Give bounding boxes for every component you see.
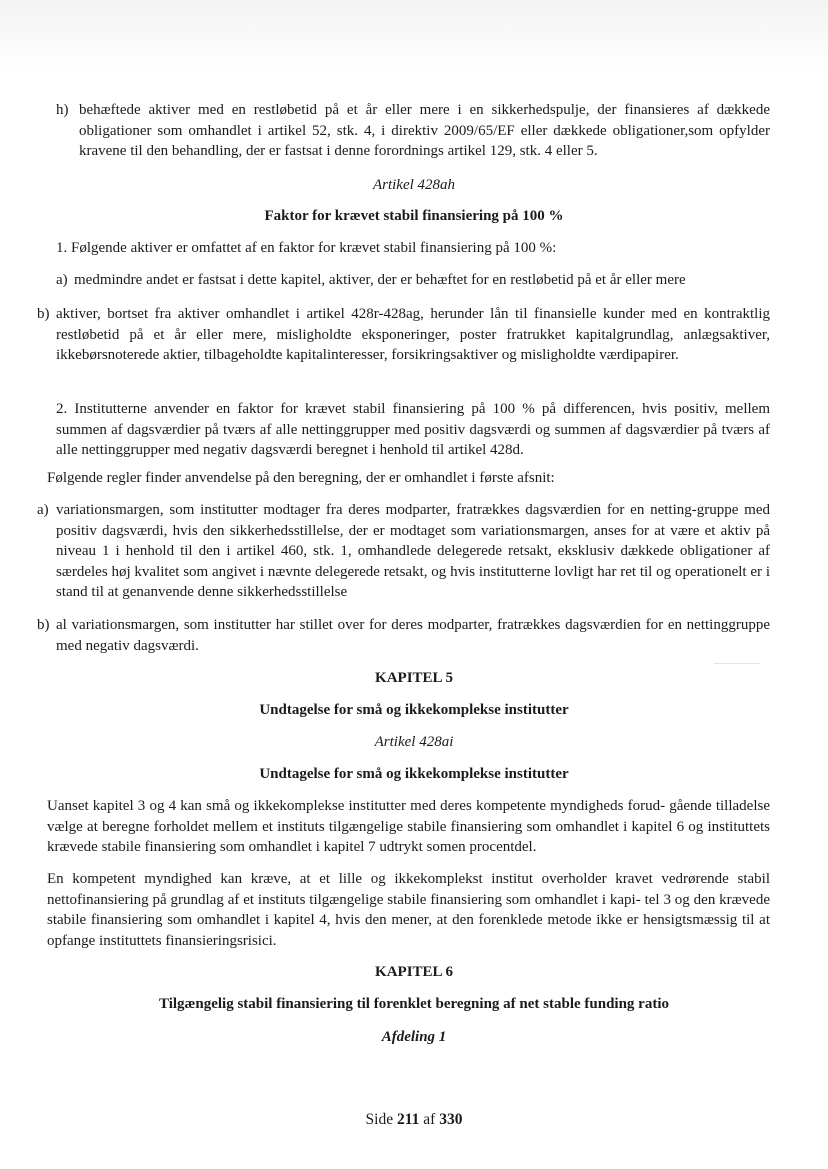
list-item-b2 <box>37 615 770 657</box>
item-text: aktiver, bortset fra aktiver omhandlet i artikel 428r-428ag, herunder lån til finansielle kunder med en kontraktlig restløbetid på et år eller mere, misligholdte eksponeringer, poster fratrukket kapitalgrundlag, anlægsaktiver, ikkebørsnoterede aktier, tilbageholdte kapitalinteresser, forsikringsaktiver og misligholdte værdipapirer. <box>56 306 770 363</box>
chapter-6-heading: KAPITEL 6 <box>375 964 453 980</box>
footer-prefix: Side <box>365 1111 394 1128</box>
item-label: a) <box>56 272 68 288</box>
paragraph-2: 2. Institutterne anvender en faktor for krævet stabil finansiering på 100 % på differencen, hvis positiv, mellem summen af dagsværdier på tværs af alle nettinggrupper med positiv dagsværdi og summen af dagsværdier på tværs af alle nettinggrupper med negativ dagsværdi beregnet i henhold til artikel 428d. <box>56 401 770 458</box>
list-item-a1 <box>56 270 770 292</box>
article-heading-428ah: Artikel 428ah <box>372 177 456 193</box>
item-label: h) <box>56 102 69 118</box>
article-heading-428ai: Artikel 428ai <box>374 734 454 750</box>
page-footer <box>0 1110 828 1131</box>
section-heading: Afdeling 1 <box>381 1029 447 1045</box>
chapter-5-heading: KAPITEL 5 <box>375 670 453 686</box>
list-item-h <box>56 100 770 162</box>
paragraph-4: Uanset kapitel 3 og 4 kan små og ikkekomplekse institutter med deres kompetente myndigheds forud- gående tilladelse vælge at beregne forholdet mellem et instituts tilgængelige stabile finansiering som omhandlet i kapitel 6 og instituttets krævede stabile finansiering som omhandlet i kapitel 7 udtrykt somen procentdel. <box>47 798 770 855</box>
paragraph-3: Følgende regler finder anvendelse på den beregning, der er omhandlet i første afsnit: <box>47 470 555 486</box>
list-item-b1 <box>37 304 770 388</box>
chapter-5-title: Undtagelse for små og ikkekomplekse institutter <box>259 702 569 718</box>
item-label: b) <box>37 306 50 322</box>
item-text: variationsmargen, som institutter modtager fra deres modparter, fratrækkes dagsværdien for en netting-gruppe med positiv dagsværdi, hvis den sikkerhedsstillelse, der er modtaget som variationsmargen, anses for at være et aktiv på niveau 1 i henhold til den i artikel 460, stk. 1, omhandlede delegerede retsakt, eksklusiv dækkede obligationer af særdeles høj kvalitet som angivet i nævnte delegerede retsakt, og hvis institutterne lovligt har ret til og operationelt er i stand til at genanvende denne sikkerhedsstillelse <box>56 502 770 600</box>
footer-total-pages: 330 <box>439 1111 463 1128</box>
item-text: al variationsmargen, som institutter har stillet over for deres modparter, fratrækkes dagsværdien for en nettinggruppe med negativ dagsværdi. <box>56 617 770 654</box>
paragraph-1: 1. Følgende aktiver er omfattet af en faktor for krævet stabil finansiering på 100 %: <box>56 240 557 256</box>
list-item-a2 <box>37 500 770 604</box>
item-text: medmindre andet er fastsat i dette kapitel, aktiver, der er behæftet for en restløbetid på et år eller mere <box>74 272 686 288</box>
chapter-6-title: Tilgængelig stabil finansiering til forenklet beregning af net stable funding ratio <box>158 996 670 1012</box>
scan-artifact <box>714 663 760 664</box>
footer-page-number: 211 <box>396 1111 420 1128</box>
article-title-428ai: Undtagelse for små og ikkekomplekse institutter <box>259 766 569 782</box>
paragraph-5: En kompetent myndighed kan kræve, at et lille og ikkekomplekst institut overholder kravet vedrørende stabil nettofinansiering på grundlag af et instituts tilgængelige stabile finansiering som omhandlet i kapi- tel 3 og den krævede stabile finansiering som omhandlet i kapitel 4, hvis den mener, at den forenklede metode ikke er hensigtsmæssig til at opfange instituttets finansieringsrisici. <box>47 871 770 949</box>
article-title-428ah: Faktor for krævet stabil finansiering på 100 % <box>264 208 564 224</box>
footer-middle: af <box>423 1111 436 1128</box>
item-label: a) <box>37 502 49 518</box>
item-label: b) <box>37 617 50 633</box>
item-text: behæftede aktiver med en restløbetid på et år eller mere i en sikkerhedspulje, der finansieres af dækkede obligationer som omhandlet i artikel 52, stk. 4, i direktiv 2009/65/EF eller dækkede obligationer,som opfylder kravene til den behandling, der er fastsat i denne forordnings artikel 129, stk. 4 eller 5. <box>79 102 770 159</box>
